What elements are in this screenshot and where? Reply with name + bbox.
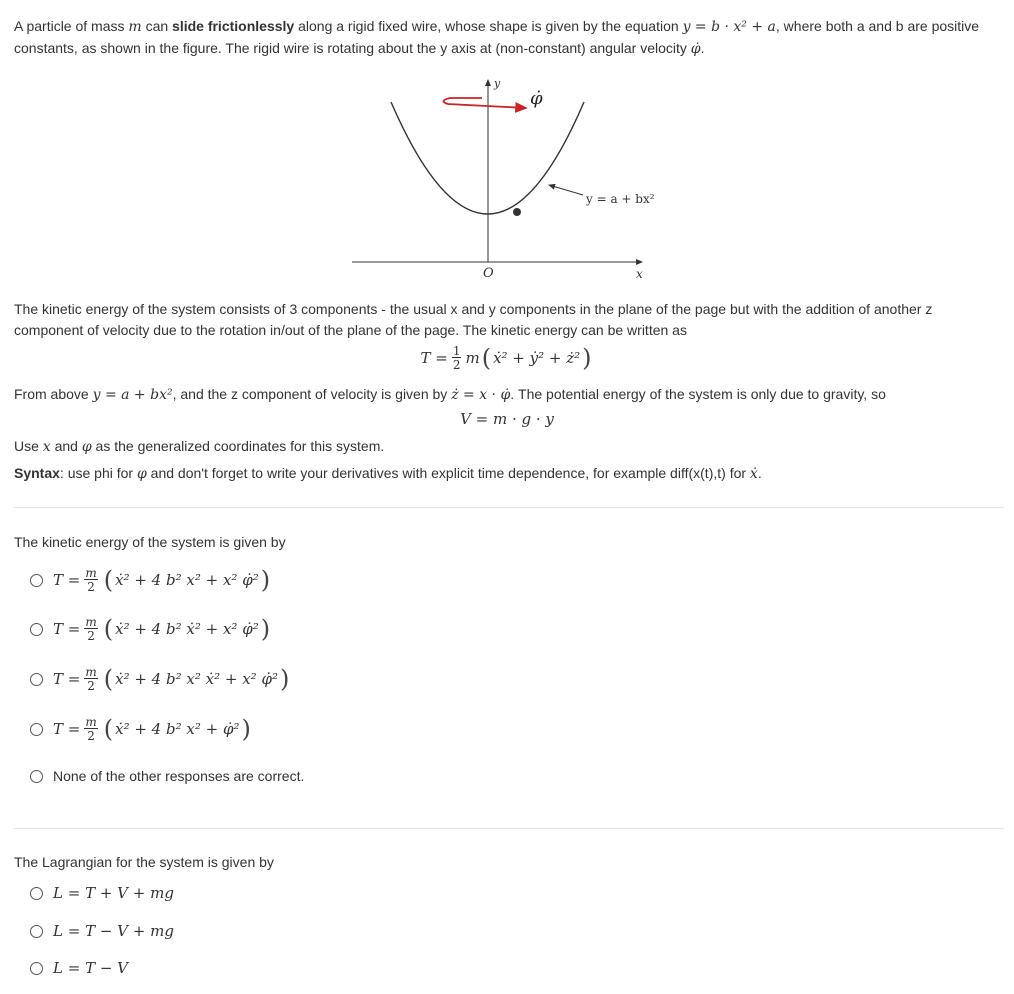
radio-button[interactable] [30, 673, 43, 686]
section-divider [14, 507, 1004, 508]
equation-inner: ẋ² + ẏ² + ż² [493, 349, 581, 367]
fraction [84, 716, 97, 742]
option-lhs: T = [53, 720, 81, 738]
option-expression: ẋ² + 4 b² ẋ² + x² φ̇² [115, 620, 259, 638]
intro-text: along a rigid fixed wire, whose shape is given by the equation [298, 18, 679, 34]
origin-label: O [483, 266, 494, 281]
q1-option-2[interactable] [30, 615, 272, 643]
q1-option-none[interactable] [30, 768, 304, 784]
fraction [84, 666, 97, 692]
paren-close: ) [582, 344, 592, 372]
fraction-num: m [85, 715, 97, 729]
curve-label: y = a + bx² [586, 192, 655, 206]
kinetic-text-line: The kinetic energy of the system consists of 3 components - the usual x and y components in the plane of the page but with the addition of another z [14, 301, 933, 317]
fraction-num: m [85, 615, 97, 629]
option-expression: L = T − V [53, 959, 129, 977]
text-part: and don't forget to write your derivatives with explicit time dependence, for example diff(x(t),t) for [150, 465, 747, 481]
phi-symbol: φ [81, 439, 92, 455]
shape-equation: y = b · x² + a [682, 19, 776, 35]
paren-open: ( [103, 615, 114, 643]
option-label: None of the other responses are correct. [53, 768, 305, 784]
equation-lhs: T = [420, 349, 448, 367]
paren-close: ) [260, 615, 271, 643]
kinetic-equation [0, 344, 1014, 372]
fraction-num: m [85, 566, 97, 580]
intro-text: , where both a and b are positive [775, 18, 980, 34]
fraction-num: m [85, 665, 97, 679]
paren-close: ) [260, 566, 271, 594]
syntax-label: Syntax [14, 465, 60, 481]
fraction-den: 2 [87, 629, 95, 643]
paren-open: ( [481, 344, 492, 372]
paren-open: ( [103, 665, 114, 693]
radio-button[interactable] [30, 723, 43, 736]
option-lhs: T = [53, 571, 81, 589]
x-symbol: x [42, 439, 51, 455]
from-above-text [14, 384, 1004, 406]
q1-option-4[interactable] [30, 715, 253, 743]
potential-equation: V = m · g · y [460, 410, 554, 428]
x-dot-symbol: ẋ [749, 466, 758, 482]
text-part: , and the z component of velocity is given by [172, 386, 448, 402]
particle-dot [513, 208, 521, 216]
radio-button[interactable] [30, 770, 43, 783]
parabola-figure [350, 74, 660, 284]
x-axis-label: x [636, 267, 643, 281]
radio-button[interactable] [30, 623, 43, 636]
question-1-prompt: The kinetic energy of the system is given by [14, 534, 286, 550]
curve-pointer [549, 185, 583, 195]
text-part: and [54, 438, 78, 454]
option-expression: ẋ² + 4 b² x² + x² φ̇² [115, 571, 259, 589]
option-expression: ẋ² + 4 b² x² ẋ² + x² φ̇² [115, 670, 278, 688]
text-part: From above [14, 386, 89, 402]
text-part: . The potential energy of the system is only due to gravity, so [510, 386, 886, 402]
option-expression: L = T − V + mg [53, 922, 174, 940]
kinetic-explanation [14, 299, 1004, 341]
fraction-den: 2 [87, 580, 95, 594]
question-2-prompt: The Lagrangian for the system is given by [14, 854, 274, 870]
kinetic-text-line: component of velocity due to the rotation in/out of the plane of the page. The kinetic energy can be written as [14, 322, 687, 338]
section-divider [14, 828, 1004, 829]
option-lhs: T = [53, 620, 81, 638]
radio-button[interactable] [30, 574, 43, 587]
fraction [452, 345, 462, 371]
paren-open: ( [103, 566, 114, 594]
phi-dot-symbol: φ̇ [690, 41, 701, 57]
option-lhs: T = [53, 670, 81, 688]
syntax-hint [14, 463, 762, 485]
inline-equation: ż = x · φ̇ [451, 387, 511, 403]
inline-equation: y = a + bx² [92, 387, 173, 403]
paren-open: ( [103, 715, 114, 743]
text-part: : use phi for [59, 465, 134, 481]
paren-close: ) [279, 665, 290, 693]
mass-symbol: m [128, 19, 142, 35]
q2-option-2[interactable] [30, 922, 174, 940]
rotation-arrow [443, 98, 526, 108]
fraction-den: 2 [452, 358, 461, 372]
text-part: Use [14, 438, 39, 454]
fraction-den: 2 [87, 679, 95, 693]
problem-intro [14, 16, 1004, 60]
mass-symbol: m [465, 349, 480, 367]
phi-symbol: φ [136, 466, 147, 482]
q1-option-1[interactable] [30, 566, 272, 594]
intro-text: . [700, 40, 705, 56]
q2-option-3[interactable] [30, 959, 128, 977]
radio-button[interactable] [30, 925, 43, 938]
fraction [84, 616, 97, 642]
intro-text: constants, as shown in the figure. The rigid wire is rotating about the y axis at (non-constant) angular velocity [14, 40, 687, 56]
intro-text: can [145, 18, 169, 34]
q2-option-1[interactable] [30, 884, 174, 902]
intro-text: A particle of mass [14, 18, 125, 34]
radio-button[interactable] [30, 887, 43, 900]
generalized-coords-text [14, 436, 384, 458]
paren-close: ) [241, 715, 251, 743]
rotation-label: φ̇ [530, 88, 543, 109]
option-expression: ẋ² + 4 b² x² + φ̇² [115, 720, 240, 738]
text-part: . [757, 465, 762, 481]
radio-button[interactable] [30, 962, 43, 975]
q1-option-3[interactable] [30, 665, 291, 693]
intro-bold: slide frictionlessly [172, 18, 295, 34]
text-part: as the generalized coordinates for this system. [95, 438, 385, 454]
y-axis-label: y [494, 77, 501, 90]
fraction-den: 2 [87, 729, 95, 743]
option-expression: L = T + V + mg [53, 884, 174, 902]
fraction [84, 567, 97, 593]
fraction-num: 1 [452, 344, 461, 358]
